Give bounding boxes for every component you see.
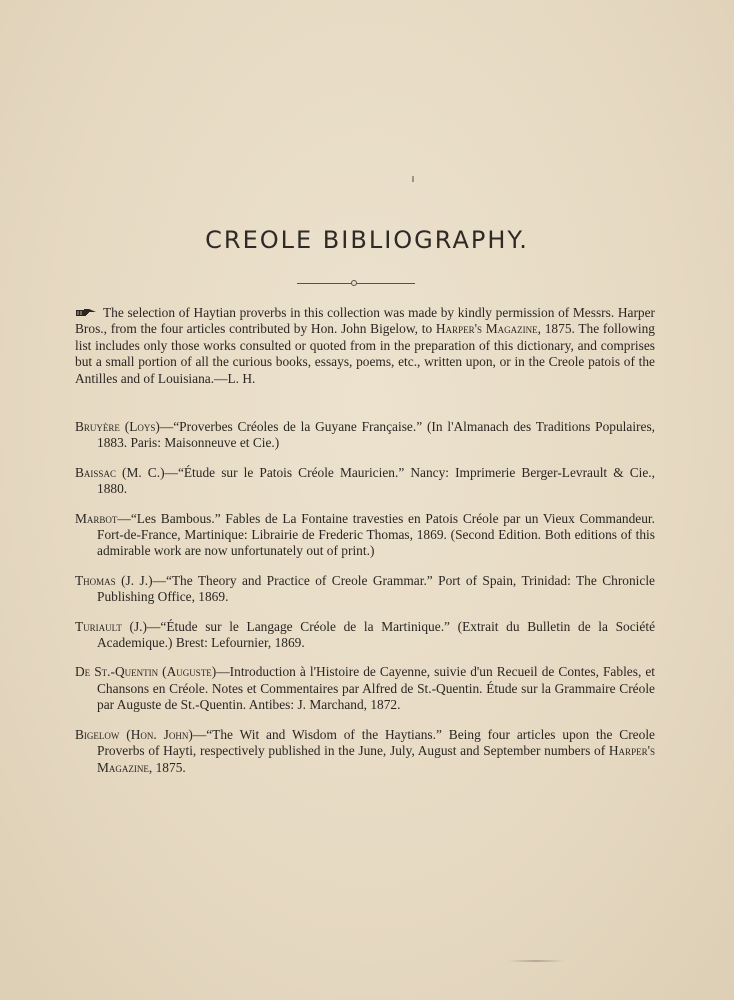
pointing-hand-icon	[75, 306, 97, 316]
page-title: CREOLE BIBLIOGRAPHY.	[205, 226, 529, 254]
entry-author: De St.-Quentin (Auguste)	[75, 664, 217, 680]
entry-author: Bruyère (Loys)	[75, 419, 160, 434]
entry-author: Turiault (J.)	[75, 618, 147, 634]
bibliography-entry	[75, 419, 655, 452]
intro-note	[75, 305, 655, 387]
entry-text: —“Les Bambous.” Fables de La Fontaine travesties en Patois Créole par un Vieux Commandeur. Fort-de-France, Martinique: Librairie de Frederic Thomas, 1869. (Second Edition. Both editions of this admirable work are now unfortunately out of print.)	[97, 510, 655, 559]
ornament-dot	[351, 280, 357, 286]
entry-author: Bigelow (Hon. John)	[75, 726, 193, 742]
entry-text: —Introduction à l'Histoire de Cayenne, suivie d'un Recueil de Contes, Fables, et Chansons en Créole. Notes et Commentaires par Alfred de St.-Quentin. Étude sur la Grammaire Créole par Auguste de St.-Quentin. Antibes: J. Marchand, 1872.	[97, 664, 656, 713]
bibliography-list	[75, 419, 655, 789]
bibliography-entry	[75, 664, 655, 713]
bibliography-entry	[75, 727, 655, 776]
intro-magazine: Harper's Magazine	[435, 321, 538, 337]
ink-speck	[412, 176, 414, 182]
bibliography-entry	[75, 573, 655, 606]
intro-text-a: The selection of Haytian proverbs in this collection was made by kindly permission of Messrs. Harper Bros., from the four articles contributed by Hon. John Bigelow, to	[75, 305, 655, 337]
entry-text-a: —“The Wit and Wisdom of the Haytians.” Being four articles upon the Creole Proverbs of Hayti, respectively published in the June, July, August and September numbers of	[97, 726, 655, 759]
entry-text: —“The Theory and Practice of Creole Grammar.” Port of Spain, Trinidad: The Chronicle Publishing Office, 1869.	[97, 572, 656, 605]
intro-text-b: , 1875. The following list includes only those works consulted or quoted from in the preparation of this dictionary, and comprises but a small portion of all the curious books, essays, poems, etc., written upon, or in the Creole patois of the Antilles and of Louisiana.—L. H.	[75, 321, 655, 386]
entry-author: Baissac (M. C.)	[75, 464, 165, 480]
entry-author: Thomas (J. J.)	[75, 572, 153, 588]
entry-text: —“Proverbes Créoles de la Guyane Française.” (In l'Almanach des Traditions Populaires, 1883. Paris: Maisonneuve et Cie.)	[97, 419, 655, 451]
entry-author: Marbot	[75, 510, 118, 526]
entry-text-b: , 1875.	[148, 759, 186, 775]
entry-text: —“Étude sur le Patois Créole Mauricien.” Nancy: Imprimerie Berger-Levrault & Cie., 1880.	[97, 464, 655, 497]
entry-magazine: Harper's Magazine	[97, 743, 655, 775]
title-ornament-rule	[297, 283, 415, 284]
page-smudge	[508, 960, 564, 962]
bibliography-entry	[75, 465, 655, 498]
bibliography-entry	[75, 511, 655, 560]
entry-text: —“Étude sur le Langage Créole de la Martinique.” (Extrait du Bulletin de la Société Academique.) Brest: Lefournier, 1869.	[97, 618, 656, 651]
bibliography-entry	[75, 619, 655, 652]
